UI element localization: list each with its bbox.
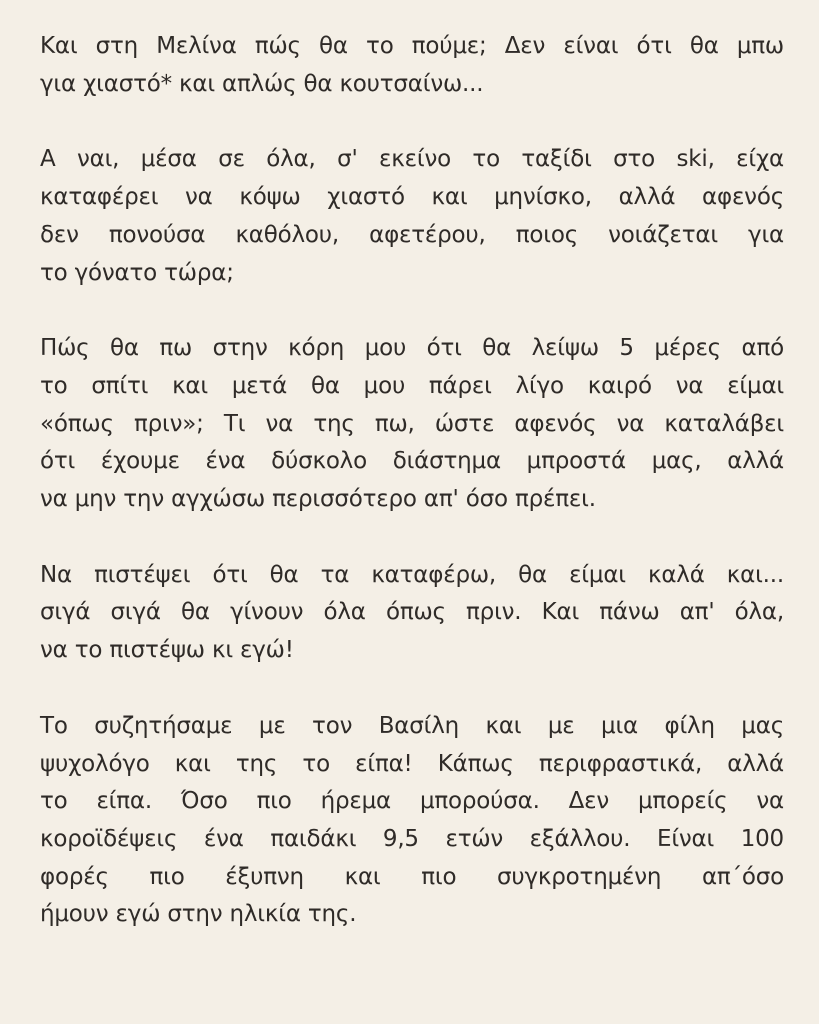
paragraph-3 [40,330,784,519]
text-line: Α ναι, μέσα σε όλα, σ' εκείνο το ταξίδι στο ski, είχα [40,146,784,173]
text-line: καταφέρει να κόψω χιαστό και μηνίσκο, αλλά αφενός [40,184,784,211]
paragraph-1 [40,28,784,103]
text-line: σιγά σιγά θα γίνουν όλα όπως πριν. Και πάνω απ' όλα, [40,599,784,626]
text-line: κοροϊδέψεις ένα παιδάκι 9,5 ετών εξάλλου. Είναι 100 [40,825,784,852]
text-line: Και στη Μελίνα πώς θα το πούμε; Δεν είναι ότι θα μπω [40,33,784,59]
text-line: Να πιστέψει ότι θα τα καταφέρω, θα είμαι καλά και... [40,561,784,588]
text-line: «όπως πριν»; Τι να της πω, ώστε αφενός να καταλάβει [40,410,784,437]
text-line: δεν πονούσα καθόλου, αφετέρου, ποιος νοιάζεται για [40,221,784,248]
text-line: ότι έχουμε ένα δύσκολο διάστημα μπροστά μας, αλλά [40,448,784,475]
text-line: Πώς θα πω στην κόρη μου ότι θα λείψω 5 μέρες από [40,335,784,362]
text-line: το σπίτι και μετά θα μου πάρει λίγο καιρό να είμαι [40,372,784,399]
paragraph-4 [40,557,784,670]
text-line: να το πιστέψω κι εγώ! [40,637,294,664]
text-line: ψυχολόγο και της το είπα! Κάπως περιφραστικά, αλλά [40,750,784,777]
text-line: το γόνατο τώρα; [40,259,234,286]
article-text [40,28,784,972]
text-line: το είπα. Όσο πιο ήρεμα μπορούσα. Δεν μπορείς να [40,788,784,815]
text-line: Το συζητήσαμε με τον Βασίλη και με μια φίλη μας [40,712,784,739]
text-line: να μην την αγχώσω περισσότερο απ' όσο πρέπει. [40,486,596,513]
paragraph-2 [40,141,784,292]
text-line: φορές πιο έξυπνη και πιο συγκροτημένη απ΄όσο [40,863,784,890]
text-line: για χιαστό* και απλώς θα κουτσαίνω... [40,70,484,97]
text-line: ήμουν εγώ στην ηλικία της. [40,901,357,928]
paragraph-5 [40,708,784,934]
